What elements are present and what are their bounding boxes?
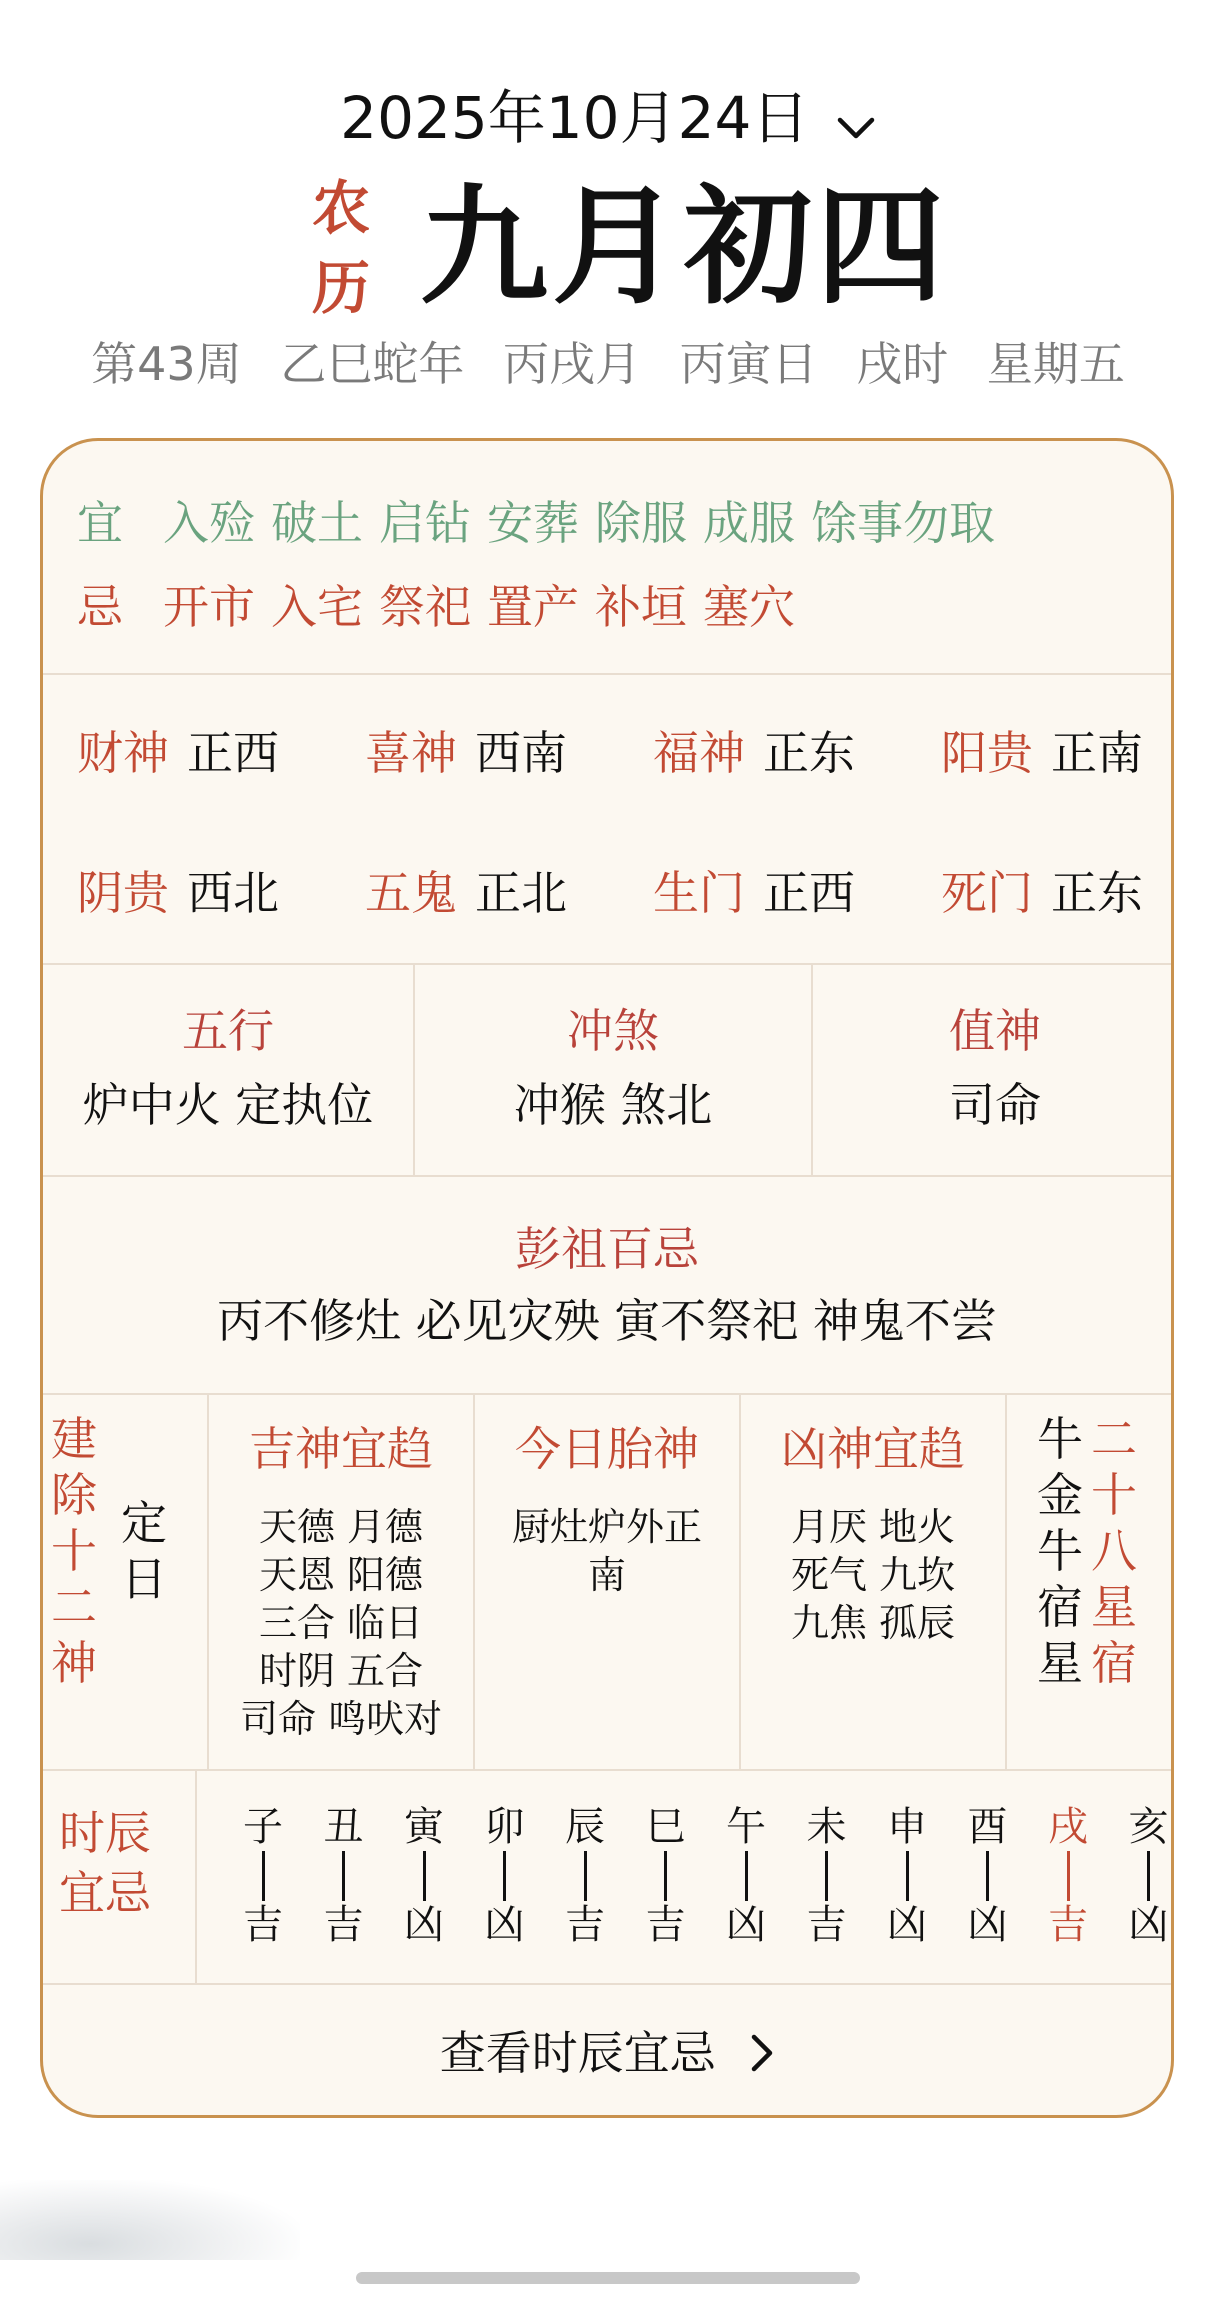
shensha-section	[43, 1393, 1171, 1771]
yi-item: 安葬	[487, 496, 579, 550]
date-selector[interactable]	[0, 82, 1216, 158]
hour-1	[314, 1803, 374, 1949]
hour-luck: 吉	[645, 1902, 686, 1948]
chongsha-title: 冲煞	[567, 1004, 659, 1058]
ji-item: 置产	[487, 580, 579, 634]
jishen-line: 时阴 五合	[258, 1649, 424, 1693]
yi-line	[77, 493, 1011, 553]
hour-luck: 凶	[404, 1902, 444, 1948]
label-char: 十	[51, 1524, 97, 1578]
label-char: 十	[1091, 1468, 1137, 1522]
hour-branch: 酉	[967, 1804, 1008, 1850]
zhishen-value: 司命	[949, 1078, 1041, 1132]
lunar-tag-char: 历	[312, 254, 371, 322]
ji-item: 塞穴	[703, 580, 795, 634]
value-char: 牛	[1037, 1412, 1083, 1466]
jishen-list	[209, 1503, 473, 1743]
god-name: 生门	[653, 866, 745, 920]
week-number: 第43周	[91, 337, 242, 391]
wuxing-title: 五行	[182, 1004, 274, 1058]
ganzhi-month: 丙戌月	[502, 337, 641, 391]
hour-connector	[986, 1851, 989, 1901]
jishen-line: 司命 鸣吠对	[239, 1697, 443, 1741]
hour-connector	[342, 1851, 345, 1901]
lunar-tag-char: 农	[312, 174, 371, 242]
hour-branch: 子	[243, 1804, 283, 1850]
date-text: 2025年10月24日	[340, 84, 810, 152]
hour-connector	[825, 1851, 828, 1901]
wuxing-section	[43, 963, 1171, 1177]
jishen-line: 天恩 阳德	[258, 1553, 424, 1597]
god-direction: 正东	[763, 726, 855, 780]
hour-connector	[584, 1851, 587, 1901]
hour-connector	[906, 1851, 909, 1901]
date-info-row	[0, 334, 1216, 394]
hour-branch: 戌	[1048, 1804, 1088, 1850]
hour-branch: 寅	[404, 1804, 444, 1850]
hour-luck: 凶	[887, 1902, 927, 1948]
god-direction: 正西	[763, 866, 855, 920]
hours-label	[59, 1803, 199, 1923]
jishen-line: 天德 月德	[258, 1505, 424, 1549]
hour-luck: 凶	[967, 1902, 1008, 1948]
god-wugui	[365, 863, 567, 923]
yi-item: 启钻	[379, 496, 471, 550]
label-char: 星	[1091, 1580, 1137, 1634]
xiongshen-list	[741, 1503, 1005, 1647]
god-direction: 正西	[187, 726, 279, 780]
value-char: 日	[121, 1552, 167, 1606]
jishen-line: 三合 临日	[258, 1601, 424, 1645]
hour-branch: 巳	[645, 1804, 686, 1850]
lunar-tag	[312, 168, 372, 328]
weekday: 星期五	[986, 337, 1125, 391]
value-char: 金	[1037, 1468, 1083, 1522]
hour-2	[394, 1803, 454, 1949]
label-char: 神	[51, 1636, 97, 1690]
hour-connector	[1147, 1851, 1150, 1901]
almanac-card	[40, 438, 1174, 2118]
hour-branch: 辰	[565, 1804, 605, 1850]
god-xishen	[365, 723, 567, 783]
label-char: 除	[51, 1468, 97, 1522]
ganzhi-day: 丙寅日	[679, 337, 818, 391]
god-yingui	[77, 863, 279, 923]
god-direction: 正东	[1051, 866, 1143, 920]
pengzu-section	[43, 1175, 1171, 1395]
wuxing-value: 炉中火 定执位	[82, 1078, 374, 1132]
more-hours-text: 查看时辰宜忌	[439, 2026, 716, 2080]
ganzhi-year: 乙巳蛇年	[280, 337, 465, 391]
hour-luck: 凶	[726, 1902, 766, 1948]
god-name: 阳贵	[941, 726, 1033, 780]
god-direction: 正北	[475, 866, 567, 920]
jianchu-label	[49, 1411, 99, 1691]
hour-7	[797, 1803, 857, 1949]
gods-section	[43, 673, 1171, 965]
hours-label-line: 宜忌	[59, 1866, 151, 1920]
xiu-label	[1089, 1411, 1139, 1691]
god-direction: 西北	[187, 866, 279, 920]
zhishen-cell	[813, 963, 1174, 1175]
hour-connector	[664, 1851, 667, 1901]
taishen-line: 南	[587, 1553, 626, 1597]
taishen-list	[475, 1503, 739, 1599]
god-name: 福神	[653, 726, 745, 780]
hour-luck: 凶	[484, 1902, 525, 1948]
hour-luck: 凶	[1128, 1902, 1169, 1948]
yiji-section	[43, 441, 1171, 675]
hour-luck: 吉	[1048, 1902, 1088, 1948]
god-direction: 正南	[1051, 726, 1143, 780]
god-direction: 西南	[475, 726, 567, 780]
lunar-row	[0, 168, 1216, 328]
zhishen-title: 值神	[949, 1004, 1041, 1058]
value-char: 牛	[1037, 1524, 1083, 1578]
hour-connector	[745, 1851, 748, 1901]
value-char: 定	[121, 1496, 167, 1550]
god-caishen	[77, 723, 279, 783]
xiongshen-line: 死气 九坎	[790, 1553, 956, 1597]
xiu-cell	[1007, 1393, 1174, 1769]
xiu-value	[1035, 1411, 1085, 1691]
hour-10	[1038, 1803, 1098, 1949]
god-name: 喜神	[365, 726, 457, 780]
god-name: 财神	[77, 726, 169, 780]
god-name: 五鬼	[365, 866, 457, 920]
pengzu-title: 彭祖百忌	[515, 1222, 699, 1276]
xiongshen-line: 九焦 孤辰	[790, 1601, 956, 1645]
hour-branch: 午	[726, 1804, 766, 1850]
jishen-title: 吉神宜趋	[249, 1422, 433, 1476]
hour-11	[1119, 1803, 1175, 1949]
ji-label: 忌	[77, 580, 123, 634]
taishen-cell	[475, 1393, 739, 1769]
god-name: 死门	[941, 866, 1033, 920]
god-fushen	[653, 723, 855, 783]
hour-branch: 丑	[323, 1804, 364, 1850]
hour-luck: 吉	[243, 1902, 283, 1948]
xiongshen-title: 凶神宜趋	[781, 1422, 965, 1476]
more-hours-button[interactable]	[43, 1983, 1171, 2118]
jianchu-value	[119, 1495, 169, 1607]
ji-item: 入宅	[271, 580, 363, 634]
hour-4	[555, 1803, 615, 1949]
ji-item: 祭祀	[379, 580, 471, 634]
taishen-line: 厨灶炉外正	[511, 1505, 702, 1549]
yi-item: 馀事勿取	[811, 496, 995, 550]
hour-connector	[262, 1851, 265, 1901]
hours-section	[43, 1769, 1171, 1985]
god-name: 阴贵	[77, 866, 169, 920]
god-simen	[941, 863, 1143, 923]
god-shengmen	[653, 863, 855, 923]
xiongshen-line: 月厌 地火	[790, 1505, 956, 1549]
hour-luck: 吉	[806, 1902, 847, 1948]
jishen-cell	[209, 1393, 473, 1769]
ji-line	[77, 577, 811, 637]
divider	[195, 1769, 197, 1983]
hour-8	[877, 1803, 937, 1949]
yi-item: 入殓	[163, 496, 255, 550]
value-char: 宿	[1037, 1580, 1083, 1634]
hour-branch: 未	[806, 1804, 847, 1850]
xiongshen-cell	[741, 1393, 1005, 1769]
ji-item: 补垣	[595, 580, 687, 634]
hours-label-line: 时辰	[59, 1806, 151, 1860]
yi-item: 除服	[595, 496, 687, 550]
taishen-title: 今日胎神	[515, 1422, 699, 1476]
label-char: 建	[51, 1412, 97, 1466]
hour-0	[233, 1803, 293, 1949]
label-char: 二	[51, 1580, 97, 1634]
hour-5	[636, 1803, 696, 1949]
hour-luck: 吉	[565, 1902, 605, 1948]
hour-branch: 申	[887, 1804, 927, 1850]
pengzu-value: 丙不修灶 必见灾殃 寅不祭祀 神鬼不尝	[217, 1294, 997, 1348]
home-indicator[interactable]	[356, 2272, 860, 2284]
hour-6	[716, 1803, 776, 1949]
hour-branch: 卯	[484, 1804, 525, 1850]
hour-branch: 亥	[1128, 1804, 1169, 1850]
hour-9	[958, 1803, 1018, 1949]
chongsha-cell	[415, 963, 811, 1175]
lunar-date: 九月初四	[420, 173, 949, 322]
value-char: 星	[1037, 1636, 1083, 1690]
ji-item: 开市	[163, 580, 255, 634]
chevron-right-icon	[750, 2027, 774, 2087]
more-hours-label	[43, 2023, 1171, 2087]
chevron-down-icon[interactable]	[836, 86, 876, 158]
god-yanggui	[941, 723, 1143, 783]
ganzhi-hour: 戌时	[856, 337, 949, 391]
wuxing-cell	[43, 963, 413, 1175]
yi-item: 成服	[703, 496, 795, 550]
jianchu-cell	[43, 1393, 207, 1769]
hour-3	[475, 1803, 535, 1949]
yi-label: 宜	[77, 496, 123, 550]
hour-connector	[503, 1851, 506, 1901]
hour-luck: 吉	[323, 1902, 364, 1948]
yi-item: 破土	[271, 496, 363, 550]
hour-connector	[1067, 1851, 1070, 1901]
label-char: 八	[1091, 1524, 1137, 1578]
hour-connector	[423, 1851, 426, 1901]
label-char: 二	[1091, 1412, 1137, 1466]
mist-decoration	[0, 2180, 300, 2260]
chongsha-value: 冲猴 煞北	[513, 1078, 713, 1132]
label-char: 宿	[1091, 1636, 1137, 1690]
